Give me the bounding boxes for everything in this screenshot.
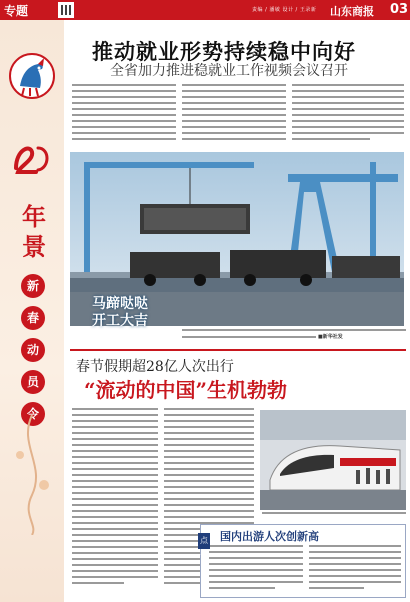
text-line bbox=[164, 414, 254, 416]
text-line bbox=[182, 102, 286, 104]
photo-overlay-text bbox=[92, 296, 148, 330]
text-line bbox=[72, 522, 158, 524]
text-line bbox=[309, 587, 364, 589]
text-line bbox=[72, 558, 158, 560]
text-line bbox=[72, 102, 176, 104]
text-line bbox=[72, 414, 158, 416]
sidebar-circle: 员 bbox=[21, 370, 45, 394]
text-line bbox=[72, 132, 176, 134]
text-line bbox=[309, 557, 401, 559]
main-headline: 推动就业形势持续稳中向好 bbox=[92, 39, 356, 64]
sidebar-circle: 动 bbox=[21, 338, 45, 362]
text-line bbox=[72, 486, 158, 488]
text-line bbox=[72, 114, 176, 116]
text-line bbox=[182, 108, 286, 110]
text-line bbox=[72, 582, 124, 584]
text-line bbox=[72, 444, 158, 446]
text-line bbox=[164, 420, 254, 422]
story3-column-2 bbox=[309, 545, 401, 593]
text-line bbox=[72, 474, 158, 476]
text-line bbox=[72, 492, 158, 494]
text-line bbox=[182, 126, 286, 128]
text-line bbox=[164, 438, 254, 440]
text-line bbox=[72, 84, 176, 86]
text-line bbox=[72, 420, 158, 422]
text-line bbox=[164, 468, 254, 470]
header-meta: 责编 / 潘敏 设计 / 王录新 bbox=[252, 7, 317, 13]
text-line bbox=[164, 450, 254, 452]
sidebar-circles bbox=[18, 274, 48, 434]
text-line bbox=[292, 114, 404, 116]
text-line bbox=[309, 575, 401, 577]
text-line bbox=[72, 546, 158, 548]
page-number: 03 bbox=[390, 2, 409, 17]
text-line bbox=[72, 426, 158, 428]
paper-name: 山东商报 bbox=[330, 5, 374, 18]
train-photo bbox=[260, 410, 406, 510]
text-line bbox=[309, 569, 401, 571]
text-line bbox=[164, 504, 254, 506]
text-line bbox=[209, 587, 275, 589]
story1-column-2 bbox=[182, 84, 286, 144]
qr-code-icon[interactable] bbox=[58, 2, 74, 18]
text-line bbox=[292, 126, 404, 128]
train-photo-illustration bbox=[260, 410, 406, 510]
text-line bbox=[209, 551, 303, 553]
text-line bbox=[72, 120, 176, 122]
text-line bbox=[292, 108, 404, 110]
story2-subheadline: 春节假期超28亿人次出行 bbox=[76, 359, 234, 375]
text-line bbox=[164, 432, 254, 434]
text-line bbox=[72, 90, 176, 92]
text-line bbox=[292, 102, 404, 104]
text-line bbox=[72, 510, 158, 512]
text-line bbox=[309, 545, 401, 547]
photo-overlay-line: 开工大吉 bbox=[92, 313, 148, 329]
text-line bbox=[164, 444, 254, 446]
story1-column-3 bbox=[292, 84, 404, 144]
text-line bbox=[72, 468, 158, 470]
story3-column-1 bbox=[209, 545, 303, 593]
text-line bbox=[164, 492, 254, 494]
train-photo-caption bbox=[262, 512, 406, 514]
text-line bbox=[262, 512, 406, 514]
text-line bbox=[292, 120, 404, 122]
text-line bbox=[72, 450, 158, 452]
story1-column-1 bbox=[72, 84, 176, 144]
text-line bbox=[72, 438, 158, 440]
horse-emblem-icon bbox=[8, 50, 56, 102]
text-line bbox=[72, 504, 158, 506]
text-line bbox=[182, 329, 406, 331]
text-line bbox=[209, 581, 303, 583]
text-line bbox=[182, 84, 286, 86]
text-line bbox=[209, 563, 303, 565]
text-line bbox=[72, 528, 158, 530]
text-line bbox=[182, 114, 286, 116]
text-line bbox=[72, 516, 158, 518]
photo-overlay-line: 马蹄哒哒 bbox=[92, 296, 148, 312]
text-line bbox=[72, 408, 158, 410]
text-line bbox=[72, 540, 158, 542]
text-line bbox=[164, 486, 254, 488]
text-line bbox=[72, 108, 176, 110]
text-line bbox=[164, 408, 254, 410]
story3-headline: 国内出游人次创新高 bbox=[220, 530, 319, 543]
side-band bbox=[0, 20, 64, 602]
text-line bbox=[72, 126, 176, 128]
sidebar-title: 年景 bbox=[22, 202, 46, 261]
text-line bbox=[164, 510, 254, 512]
text-line bbox=[292, 96, 404, 98]
sidebar-circle: 春 bbox=[21, 306, 45, 330]
text-line bbox=[72, 498, 158, 500]
photo-credit: ■新华社发 bbox=[317, 334, 343, 340]
text-line bbox=[72, 96, 176, 98]
text-line bbox=[72, 564, 158, 566]
story2-headline: “流动的中国”生机勃勃 bbox=[84, 378, 288, 402]
text-line bbox=[164, 474, 254, 476]
story2-column-1 bbox=[72, 408, 158, 588]
text-line bbox=[72, 570, 158, 572]
text-line bbox=[182, 90, 286, 92]
main-subheadline: 全省加力推进稳就业工作视频会议召开 bbox=[110, 63, 348, 79]
text-line bbox=[182, 336, 316, 338]
text-line bbox=[292, 138, 370, 140]
text-line bbox=[182, 132, 286, 134]
story3-label: 点评 bbox=[198, 533, 210, 549]
text-line bbox=[292, 132, 404, 134]
section-divider bbox=[70, 349, 406, 351]
year-2026-mark-icon bbox=[10, 138, 54, 178]
text-line bbox=[209, 545, 303, 547]
text-line bbox=[72, 432, 158, 434]
text-line bbox=[309, 581, 401, 583]
section-tag: 专题 bbox=[4, 4, 29, 18]
text-line bbox=[292, 84, 404, 86]
text-line bbox=[164, 456, 254, 458]
text-line bbox=[72, 462, 158, 464]
sidebar-circle: 令 bbox=[21, 402, 45, 426]
text-line bbox=[164, 462, 254, 464]
text-line bbox=[209, 569, 303, 571]
text-line bbox=[292, 90, 404, 92]
text-line bbox=[209, 575, 303, 577]
text-line bbox=[164, 426, 254, 428]
text-line bbox=[164, 480, 254, 482]
text-line bbox=[209, 557, 303, 559]
text-line bbox=[72, 480, 158, 482]
header-bar bbox=[0, 0, 410, 20]
photo-caption bbox=[182, 329, 406, 341]
text-line bbox=[164, 498, 254, 500]
text-line bbox=[182, 120, 286, 122]
sidebar-circle: 新 bbox=[21, 274, 45, 298]
text-line bbox=[182, 96, 286, 98]
text-line bbox=[72, 576, 158, 578]
text-line bbox=[72, 534, 158, 536]
text-line bbox=[182, 138, 286, 140]
text-line bbox=[309, 563, 401, 565]
text-line bbox=[72, 138, 176, 140]
text-line bbox=[309, 551, 401, 553]
text-line bbox=[164, 516, 254, 518]
text-line bbox=[72, 456, 158, 458]
text-line bbox=[72, 552, 158, 554]
decorative-flourish-icon bbox=[8, 415, 56, 535]
